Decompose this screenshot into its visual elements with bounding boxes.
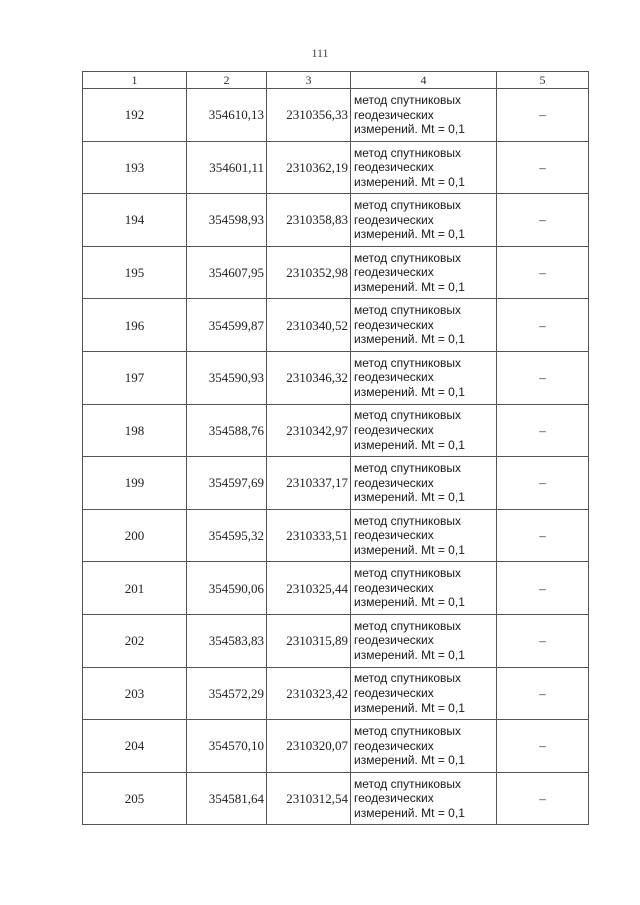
- table-row: [83, 141, 589, 194]
- method-description: метод спутниковых геодезических измерений. Mt = 0,1: [351, 246, 497, 299]
- point-number: 192: [83, 89, 187, 142]
- coordinates-table: [82, 71, 589, 825]
- point-number: 202: [83, 614, 187, 667]
- x-coordinate: 354590,06: [187, 562, 267, 615]
- method-description: метод спутниковых геодезических измерений. Mt = 0,1: [351, 562, 497, 615]
- point-number: 194: [83, 194, 187, 247]
- point-number: 205: [83, 772, 187, 825]
- table-row: [83, 351, 589, 404]
- y-coordinate: 2310346,32: [267, 351, 351, 404]
- note: –: [497, 509, 589, 562]
- point-number: 200: [83, 509, 187, 562]
- note: –: [497, 457, 589, 510]
- x-coordinate: 354599,87: [187, 299, 267, 352]
- y-coordinate: 2310315,89: [267, 614, 351, 667]
- note: –: [497, 772, 589, 825]
- y-coordinate: 2310320,07: [267, 720, 351, 773]
- note: –: [497, 246, 589, 299]
- point-number: 197: [83, 351, 187, 404]
- table-row: [83, 720, 589, 773]
- y-coordinate: 2310325,44: [267, 562, 351, 615]
- note: –: [497, 299, 589, 352]
- table-row: [83, 89, 589, 142]
- point-number: 196: [83, 299, 187, 352]
- x-coordinate: 354588,76: [187, 404, 267, 457]
- header-col-5: 5: [497, 72, 589, 89]
- table-row: [83, 509, 589, 562]
- table-row: [83, 562, 589, 615]
- header-col-1: 1: [83, 72, 187, 89]
- point-number: 193: [83, 141, 187, 194]
- y-coordinate: 2310358,83: [267, 194, 351, 247]
- note: –: [497, 667, 589, 720]
- page-number: 111: [311, 46, 329, 60]
- method-description: метод спутниковых геодезических измерений. Mt = 0,1: [351, 509, 497, 562]
- method-description: метод спутниковых геодезических измерений. Mt = 0,1: [351, 141, 497, 194]
- y-coordinate: 2310352,98: [267, 246, 351, 299]
- x-coordinate: 354595,32: [187, 509, 267, 562]
- table-row: [83, 246, 589, 299]
- x-coordinate: 354601,11: [187, 141, 267, 194]
- y-coordinate: 2310362,19: [267, 141, 351, 194]
- point-number: 201: [83, 562, 187, 615]
- header-col-3: 3: [267, 72, 351, 89]
- table-row: [83, 667, 589, 720]
- header-col-4: 4: [351, 72, 497, 89]
- point-number: 204: [83, 720, 187, 773]
- method-description: метод спутниковых геодезических измерений. Mt = 0,1: [351, 667, 497, 720]
- table-header-row: [83, 72, 589, 89]
- note: –: [497, 89, 589, 142]
- x-coordinate: 354610,13: [187, 89, 267, 142]
- note: –: [497, 194, 589, 247]
- method-description: метод спутниковых геодезических измерений. Mt = 0,1: [351, 89, 497, 142]
- x-coordinate: 354572,29: [187, 667, 267, 720]
- y-coordinate: 2310356,33: [267, 89, 351, 142]
- method-description: метод спутниковых геодезических измерений. Mt = 0,1: [351, 194, 497, 247]
- method-description: метод спутниковых геодезических измерений. Mt = 0,1: [351, 614, 497, 667]
- y-coordinate: 2310337,17: [267, 457, 351, 510]
- point-number: 198: [83, 404, 187, 457]
- y-coordinate: 2310340,52: [267, 299, 351, 352]
- note: –: [497, 404, 589, 457]
- method-description: метод спутниковых геодезических измерений. Mt = 0,1: [351, 299, 497, 352]
- x-coordinate: 354570,10: [187, 720, 267, 773]
- method-description: метод спутниковых геодезических измерений. Mt = 0,1: [351, 720, 497, 773]
- method-description: метод спутниковых геодезических измерений. Mt = 0,1: [351, 772, 497, 825]
- method-description: метод спутниковых геодезических измерений. Mt = 0,1: [351, 351, 497, 404]
- method-description: метод спутниковых геодезических измерений. Mt = 0,1: [351, 457, 497, 510]
- y-coordinate: 2310333,51: [267, 509, 351, 562]
- note: –: [497, 351, 589, 404]
- point-number: 195: [83, 246, 187, 299]
- x-coordinate: 354583,83: [187, 614, 267, 667]
- x-coordinate: 354590,93: [187, 351, 267, 404]
- note: –: [497, 562, 589, 615]
- header-col-2: 2: [187, 72, 267, 89]
- y-coordinate: 2310323,42: [267, 667, 351, 720]
- table-row: [83, 194, 589, 247]
- table-row: [83, 614, 589, 667]
- point-number: 199: [83, 457, 187, 510]
- y-coordinate: 2310312,54: [267, 772, 351, 825]
- table-row: [83, 404, 589, 457]
- point-number: 203: [83, 667, 187, 720]
- x-coordinate: 354598,93: [187, 194, 267, 247]
- x-coordinate: 354581,64: [187, 772, 267, 825]
- method-description: метод спутниковых геодезических измерений. Mt = 0,1: [351, 404, 497, 457]
- table-row: [83, 772, 589, 825]
- note: –: [497, 720, 589, 773]
- table-row: [83, 299, 589, 352]
- x-coordinate: 354597,69: [187, 457, 267, 510]
- y-coordinate: 2310342,97: [267, 404, 351, 457]
- x-coordinate: 354607,95: [187, 246, 267, 299]
- note: –: [497, 614, 589, 667]
- note: –: [497, 141, 589, 194]
- table-row: [83, 457, 589, 510]
